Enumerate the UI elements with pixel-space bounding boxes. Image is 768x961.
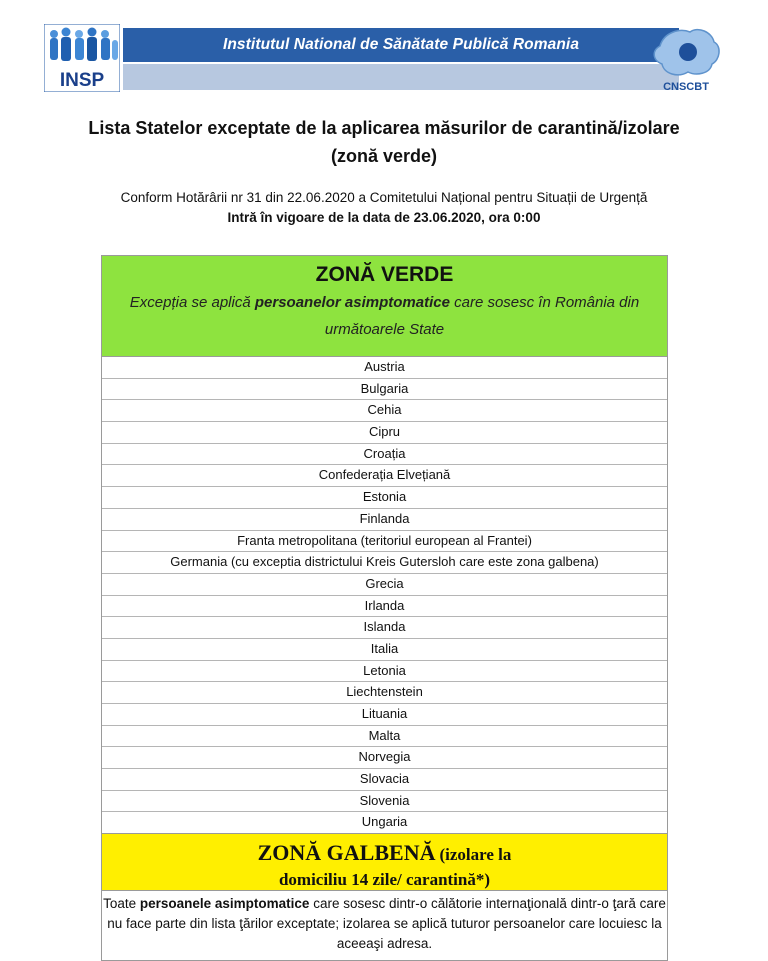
country-row: Cehia	[102, 400, 667, 422]
country-row: Franta metropolitana (teritoriul european al Frantei)	[102, 531, 667, 553]
zones-table	[101, 255, 668, 961]
country-row: Grecia	[102, 574, 667, 596]
banner-stripe	[123, 64, 679, 90]
cnscbt-logo	[646, 24, 724, 94]
country-row: Finlanda	[102, 509, 667, 531]
svg-text:INSP: INSP	[59, 70, 105, 91]
decision-reference: Conform Hotărârii nr 31 din 22.06.2020 a Comitetului Național pentru Situații de Urgență	[120, 190, 648, 205]
green-zone-title: ZONĂ VERDE	[315, 263, 454, 286]
country-row: Cipru	[102, 422, 667, 444]
yellow-zone-note: (izolare la	[439, 845, 512, 865]
banner	[123, 28, 679, 90]
country-row: Germania (cu exceptia districtului Kreis Gutersloh care este zona galbena)	[102, 552, 667, 574]
svg-text:CNSCBT: CNSCBT	[663, 81, 709, 93]
country-row: Islanda	[102, 617, 667, 639]
yellow-zone-description: Toate persoanele asimptomatice care sosesc dintr-o călătorie internaţională dintr-o ţară care nu face parte din lista ţărilor exceptate; izolarea se aplică tuturor persoanelor care locuiesc la aceeaşi adresa.	[103, 896, 666, 952]
country-row: Estonia	[102, 487, 667, 509]
country-row: Ungaria	[102, 812, 667, 834]
yellow-zone-title: ZONĂ GALBENĂ	[257, 840, 436, 866]
document-title-zone: (zonă verde)	[330, 146, 438, 166]
effective-date: Intră în vigoare de la data de 23.06.2020, ora 0:00	[227, 210, 541, 225]
country-row: Austria	[102, 357, 667, 379]
country-row: Bulgaria	[102, 379, 667, 401]
yellow-zone-note-2: domiciliu 14 zile/ carantină*)	[278, 870, 491, 890]
country-row: Irlanda	[102, 596, 667, 618]
country-row: Confederația Elvețiană	[102, 465, 667, 487]
insp-logo	[44, 24, 120, 92]
country-row: Slovenia	[102, 791, 667, 813]
country-row: Letonia	[102, 661, 667, 683]
country-row: Norvegia	[102, 747, 667, 769]
country-list	[102, 357, 667, 834]
yellow-zone-header	[102, 834, 667, 891]
country-row: Croația	[102, 444, 667, 466]
country-row: Slovacia	[102, 769, 667, 791]
country-row: Lituania	[102, 704, 667, 726]
banner-title: Institutul National de Sănătate Publică Romania	[123, 28, 679, 62]
country-row: Liechtenstein	[102, 682, 667, 704]
green-zone-header	[102, 256, 667, 357]
country-row: Italia	[102, 639, 667, 661]
country-row: Malta	[102, 726, 667, 748]
document-title: Lista Statelor exceptate de la aplicarea măsurilor de carantină/izolare	[88, 118, 680, 138]
header	[44, 24, 724, 94]
green-zone-description: Excepția se aplică persoanelor asimptomatice care sosesc în România din următoarele State	[129, 294, 640, 338]
